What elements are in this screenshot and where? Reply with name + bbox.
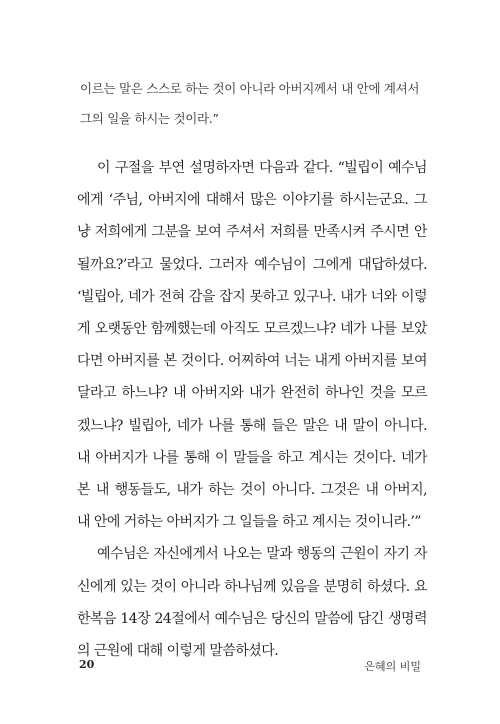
paragraph-line: 의 근원에 대해 이렇게 말씀하셨다. bbox=[77, 643, 279, 660]
paragraph-line: 될까요?’라고 물었다. 그러자 예수님이 그에게 대답하셨다. bbox=[77, 256, 427, 273]
paragraph-line: 게 오랫동안 함께했는데 아직도 모르겠느냐? 네가 나를 보았 bbox=[77, 321, 427, 338]
block-quote bbox=[80, 74, 420, 134]
paragraph-line: 본 내 행동들도, 내가 하는 것이 아니다. 그것은 내 아버지, bbox=[77, 482, 427, 499]
paragraph-line: 한복음 14장 24절에서 예수님은 당신의 말씀에 담긴 생명력 bbox=[77, 610, 427, 627]
paragraph-line: 달라고 하느냐? 내 아버지와 내가 완전히 하나인 것을 모르 bbox=[77, 385, 427, 402]
paragraph-line: 다면 아버지를 본 것이다. 어찌하여 너는 내게 아버지를 보여 bbox=[77, 353, 427, 370]
paragraph-line: 이 구절을 부연 설명하자면 다음과 같다. “빌립이 예수님 bbox=[97, 160, 427, 176]
paragraph-line: 겠느냐? 빌립아, 네가 나를 통해 들은 말은 내 말이 아니다. bbox=[77, 417, 427, 434]
running-title: 은혜의 비밀 bbox=[364, 660, 421, 673]
paragraph-line: ‘빌립아, 네가 전혀 감을 잡지 못하고 있구나. 내가 너와 이렇 bbox=[77, 288, 427, 305]
quote-line: 그의 일을 하시는 것이라.” bbox=[80, 111, 219, 126]
quote-line: 이르는 말은 스스로 하는 것이 아니라 아버지께서 내 안에 계셔서 bbox=[80, 81, 420, 96]
paragraph-line: 신에게 있는 것이 아니라 하나님께 있음을 분명히 하셨다. 요 bbox=[77, 578, 427, 595]
page-number: 20 bbox=[79, 658, 95, 671]
page-footer bbox=[79, 658, 421, 674]
paragraph-line: 냥 저희에게 그분을 보여 주셔서 저희를 만족시켜 주시면 안 bbox=[77, 224, 427, 241]
paragraph-line: 내 아버지가 나를 통해 이 말들을 하고 계시는 것이다. 네가 bbox=[77, 449, 427, 466]
paragraph-line: 예수님은 자신에게서 나오는 말과 행동의 근원이 자기 자 bbox=[97, 546, 427, 563]
paragraph-line: 에게 ‘주님, 아버지에 대해서 많은 이야기를 하시는군요. 그 bbox=[77, 192, 427, 209]
body-paragraphs bbox=[77, 152, 427, 667]
paragraph-line: 내 안에 거하는 아버지가 그 일들을 하고 계시는 것이니라.’” bbox=[77, 514, 422, 531]
